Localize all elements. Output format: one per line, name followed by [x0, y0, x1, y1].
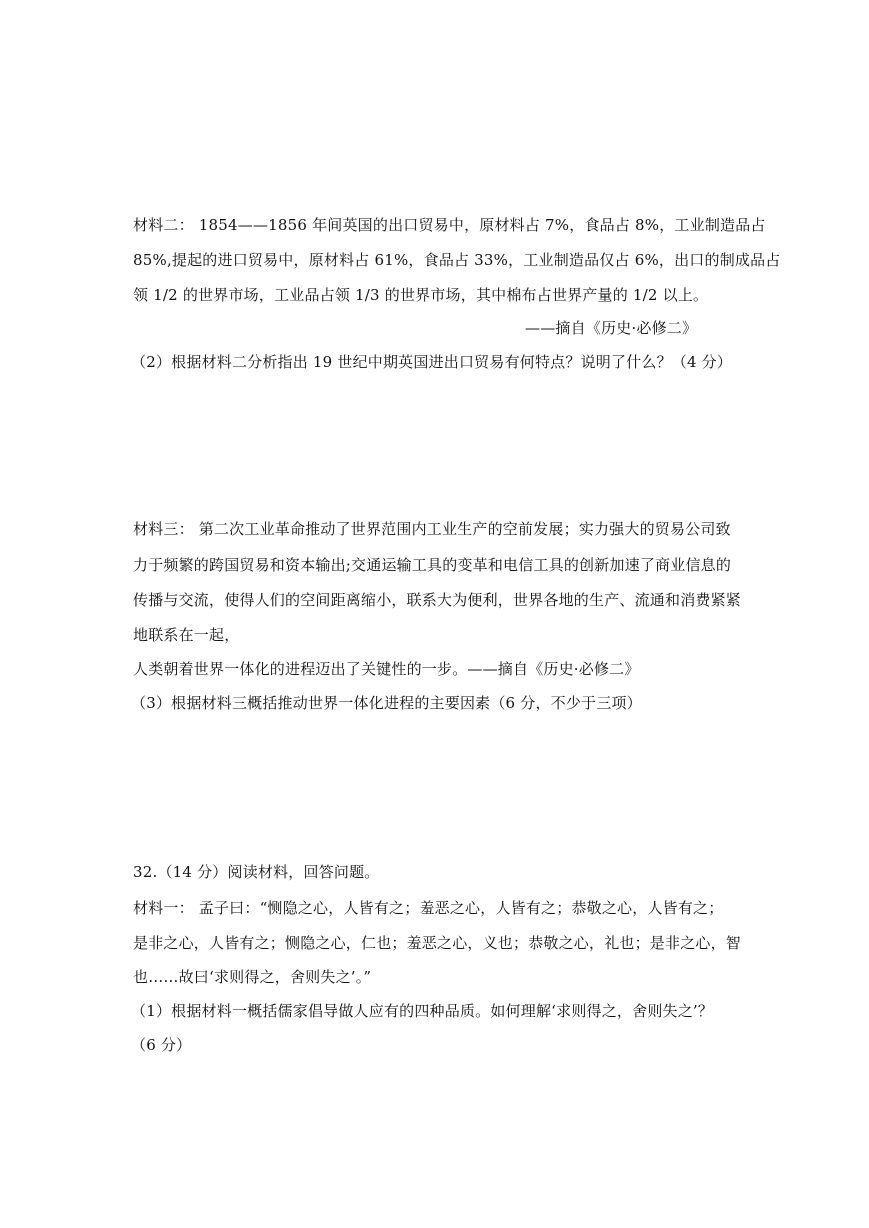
q32-material1-line-2: 是非之心，人皆有之；恻隐之心，仁也；羞恶之心，义也；恭敬之心，礼也；是非之心，智 — [133, 934, 742, 952]
material3-line-2: 力于频繁的跨国贸易和资本输出;交通运输工具的变革和电信工具的创新加速了商业信息的 — [133, 556, 732, 574]
material3-line-4: 地联系在一起， — [133, 626, 240, 644]
material3-line-5: 人类朝着世界一体化的进程迈出了关键性的一步。——摘自《历史·必修二》 — [133, 660, 640, 678]
question-3: （3）根据材料三概括推动世界一体化进程的主要因素（6 分，不少于三项） — [131, 694, 642, 712]
material2-line-1: 材料二： 1854——1856 年间英国的出口贸易中，原材料占 7%，食品占 8%，工业制造品占 — [133, 216, 766, 234]
question-32-header: 32.（14 分）阅读材料，回答问题。 — [133, 863, 380, 881]
q32-question-1-line-1: （1）根据材料一概括儒家倡导做人应有的四种品质。如何理解‘求则得之，舍则失之’？ — [131, 1002, 714, 1020]
material2-source: ——摘自《历史·必修二》 — [525, 319, 698, 337]
material3-line-1: 材料三： 第二次工业革命推动了世界范围内工业生产的空前发展；实力强大的贸易公司致 — [133, 520, 731, 538]
material2-line-3: 领 1/2 的世界市场，工业品占领 1/3 的世界市场，其中棉布占世界产量的 1/2 以上。 — [133, 286, 709, 304]
q32-material1-line-1: 材料一： 孟子曰：“恻隐之心，人皆有之；羞恶之心，人皆有之；恭敬之心，人皆有之； — [133, 899, 724, 917]
q32-question-1-line-2: （6 分） — [131, 1036, 192, 1054]
question-2: （2）根据材料二分析指出 19 世纪中期英国进出口贸易有何特点？说明了什么？（4 分） — [131, 353, 733, 371]
q32-material1-line-3: 也……故曰‘求则得之，舍则失之’。” — [133, 968, 372, 986]
material3-line-3: 传播与交流，使得人们的空间距离缩小，联系大为便利，世界各地的生产、流通和消费紧紧 — [133, 591, 742, 609]
material2-line-2: 85%,提起的进口贸易中，原材料占 61%，食品占 33%，工业制造品仅占 6%，出口的制成品占 — [133, 251, 781, 269]
